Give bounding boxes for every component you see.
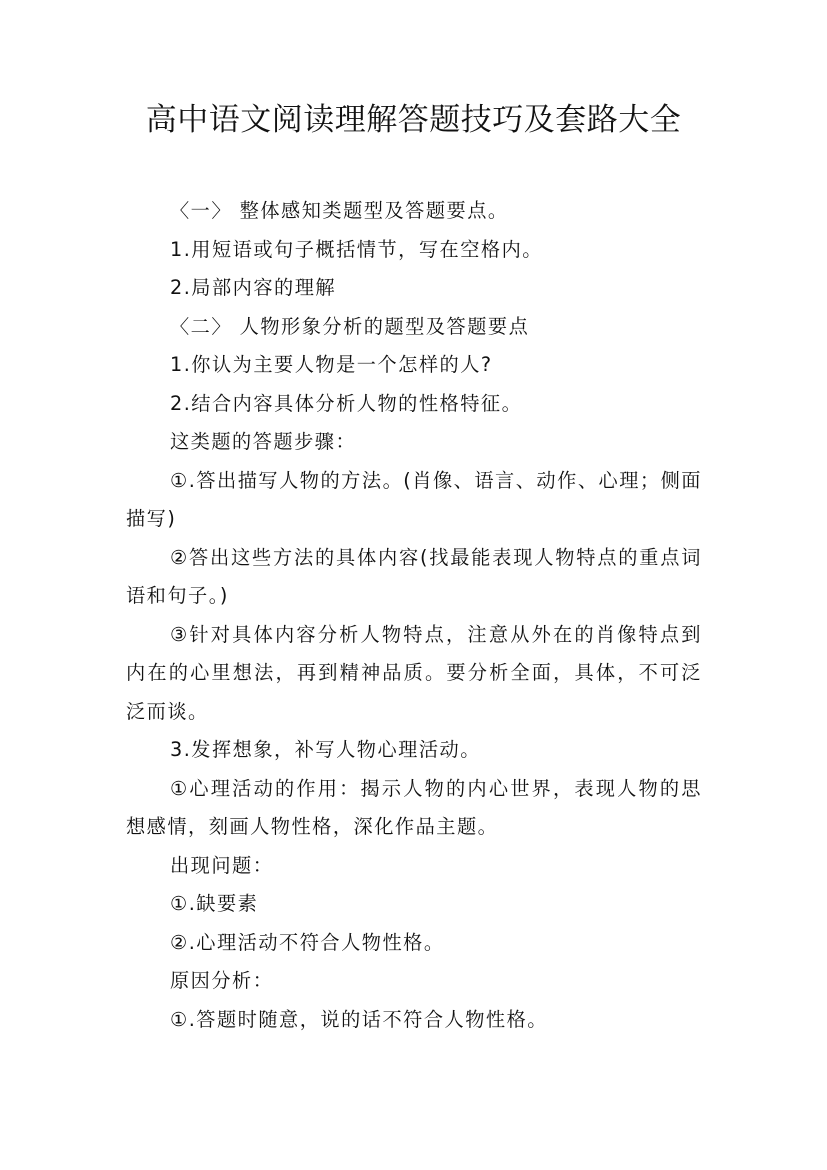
paragraph: ③针对具体内容分析人物特点，注意从外在的肖像特点到内在的心里想法，再到精神品质。要分析全面，具体，不可泛泛而谈。 <box>126 622 702 723</box>
paragraph: 出现问题： <box>170 853 274 877</box>
paragraph: ①心理活动的作用：揭示人物的内心世界，表现人物的思想感情，刻画人物性格，深化作品主题。 <box>126 776 702 838</box>
section-heading-1: 〈一〉 整体感知类题型及答题要点。 <box>170 199 509 222</box>
document-title: 高中语文阅读理解答题技巧及套路大全 <box>145 102 682 138</box>
paragraph: 这类题的答题步骤： <box>170 430 357 453</box>
paragraph: ②答出这些方法的具体内容(找最能表现人物特点的重点词语和句子。) <box>126 545 702 607</box>
paragraph: 2.结合内容具体分析人物的性格特征。 <box>170 391 523 415</box>
paragraph: 3.发挥想象，补写人物心理活动。 <box>170 738 481 761</box>
paragraph: 2.局部内容的理解 <box>170 276 337 299</box>
paragraph: ①.缺要素 <box>170 892 259 915</box>
document-body <box>126 192 702 1039</box>
section-heading-2: 〈二〉 人物形象分析的题型及答题要点 <box>170 314 530 338</box>
paragraph: ①.答题时随意，说的话不符合人物性格。 <box>170 1007 548 1031</box>
paragraph: 1.用短语或句子概括情节，写在空格内。 <box>170 237 543 261</box>
paragraph: 原因分析： <box>170 969 274 992</box>
paragraph: ②.心理活动不符合人物性格。 <box>170 930 445 954</box>
paragraph: 1.你认为主要人物是一个怎样的人? <box>170 353 493 376</box>
paragraph: ①.答出描写人物的方法。(肖像、语言、动作、心理；侧面描写) <box>126 468 702 530</box>
